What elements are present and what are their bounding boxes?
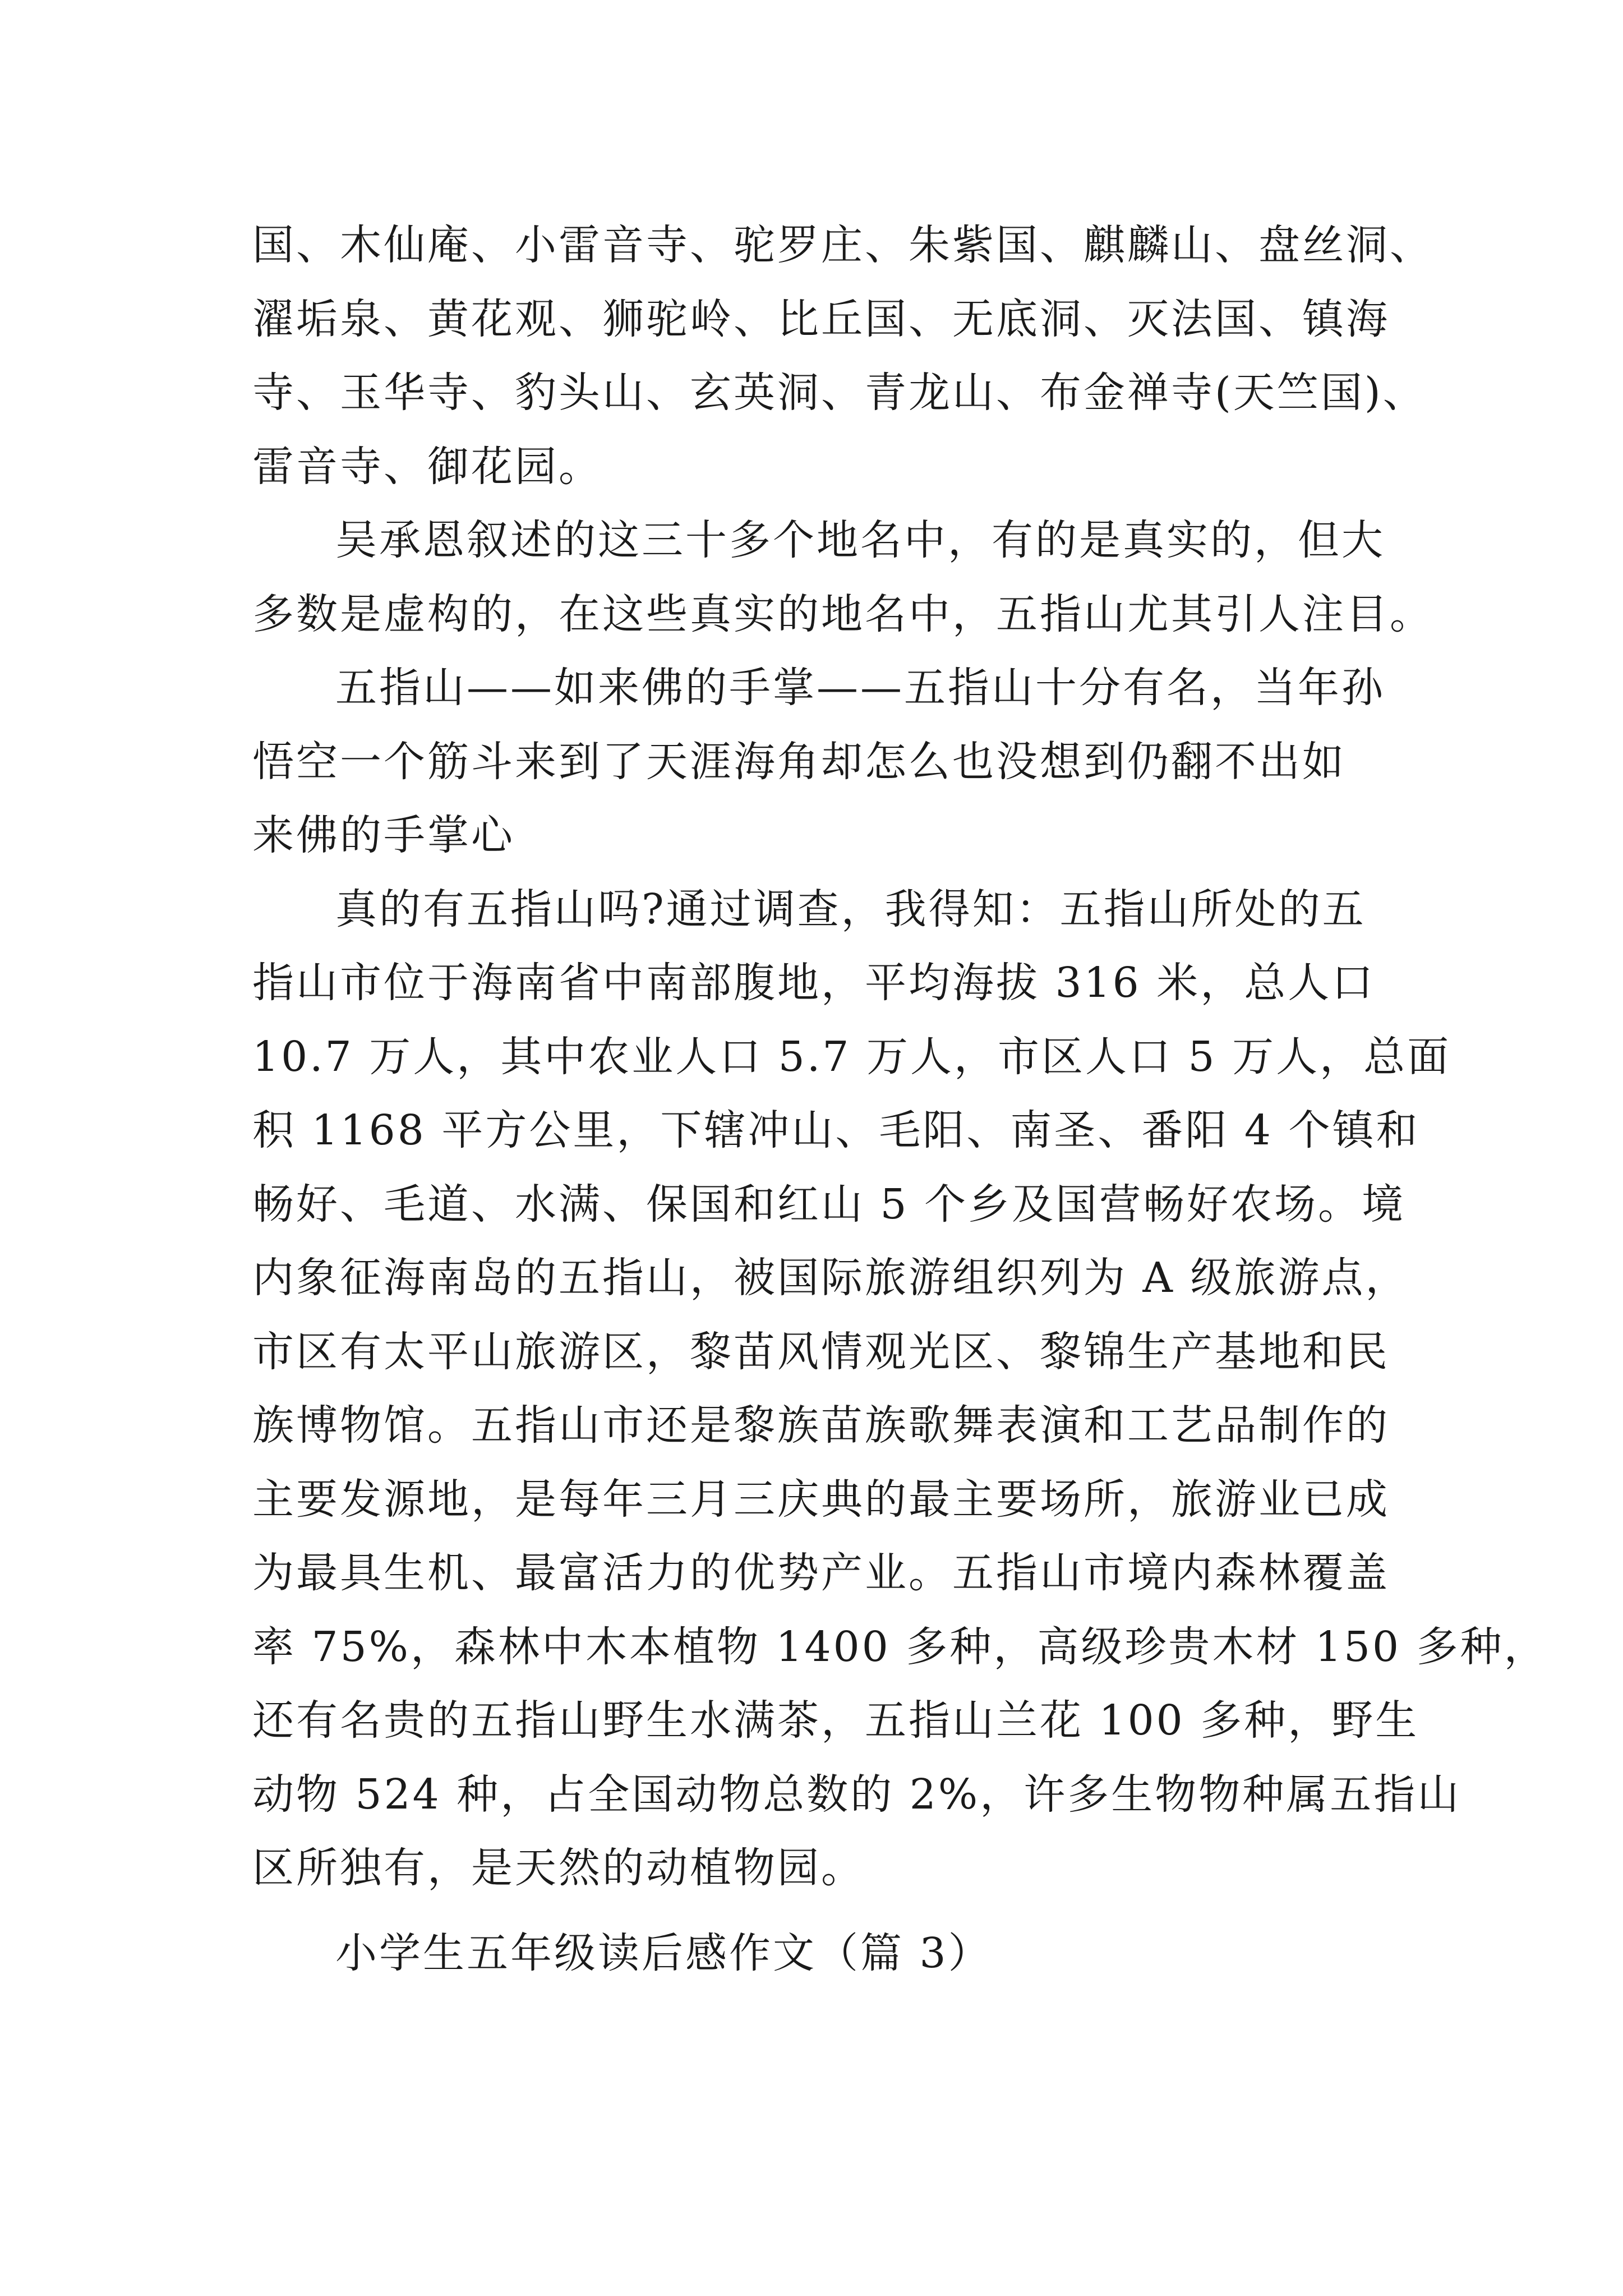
text-line: 区所独有，是天然的动植物园。	[252, 1844, 865, 1892]
text-line: 积 1168 平方公里，下辖冲山、毛阳、南圣、番阳 4 个镇和	[252, 1106, 1420, 1154]
text-line: 濯垢泉、黄花观、狮驼岭、比丘国、无底洞、灭法国、镇海	[252, 295, 1390, 343]
text-line: 吴承恩叙述的这三十多个地名中，有的是真实的，但大	[335, 516, 1385, 564]
text-line: 市区有太平山旅游区，黎苗风情观光区、黎锦生产基地和民	[252, 1327, 1390, 1376]
text-line: 五指山——如来佛的手掌——五指山十分有名，当年孙	[335, 664, 1385, 712]
text-line: 动物 524 种，占全国动物总数的 2%，许多生物物种属五指山	[252, 1770, 1461, 1819]
text-line: 为最具生机、最富活力的优势产业。五指山市境内森林覆盖	[252, 1549, 1390, 1597]
text-line: 雷音寺、御花园。	[252, 442, 602, 491]
text-line: 率 75%，森林中木本植物 1400 多种，高级珍贵木材 150 多种，	[252, 1622, 1548, 1671]
text-line: 内象征海南岛的五指山，被国际旅游组织列为 A 级旅游点，	[252, 1254, 1409, 1302]
text-line: 主要发源地，是每年三月三庆典的最主要场所，旅游业已成	[252, 1475, 1390, 1524]
text-line: 悟空一个筋斗来到了天涯海角却怎么也没想到仍翻不出如	[252, 737, 1346, 786]
text-line: 真的有五指山吗?通过调查，我得知：五指山所处的五	[335, 885, 1366, 933]
text-line: 还有名贵的五指山野生水满茶，五指山兰花 100 多种，野生	[252, 1696, 1419, 1745]
text-line: 国、木仙庵、小雷音寺、驼罗庄、朱紫国、麒麟山、盘丝洞、	[252, 221, 1433, 269]
text-line: 多数是虚构的，在这些真实的地名中，五指山尤其引人注目。	[252, 590, 1433, 638]
paragraph-place-list	[252, 209, 1433, 504]
body-text	[252, 209, 1548, 1990]
text-line: 寺、玉华寺、豹头山、玄英洞、青龙山、布金禅寺(天竺国)、	[252, 369, 1427, 417]
text-line: 族博物馆。五指山市还是黎族苗族歌舞表演和工艺品制作的	[252, 1401, 1390, 1450]
paragraph-wuzhishan-legend	[252, 651, 1430, 873]
paragraph-wuzhishan-facts	[252, 873, 1548, 1906]
paragraph-intro	[252, 504, 1433, 651]
text-line: 10.7 万人，其中农业人口 5.7 万人，市区人口 5 万人，总面	[252, 1032, 1451, 1081]
text-line: 指山市位于海南省中南部腹地，平均海拔 316 米，总人口	[252, 959, 1376, 1007]
text-line: 畅好、毛道、水满、保国和红山 5 个乡及国营畅好农场。境	[252, 1180, 1406, 1228]
text-line: 来佛的手掌心	[252, 811, 515, 859]
section-heading-text: 小学生五年级读后感作文（篇 3）	[335, 1929, 992, 1977]
section-heading	[252, 1917, 1430, 1991]
